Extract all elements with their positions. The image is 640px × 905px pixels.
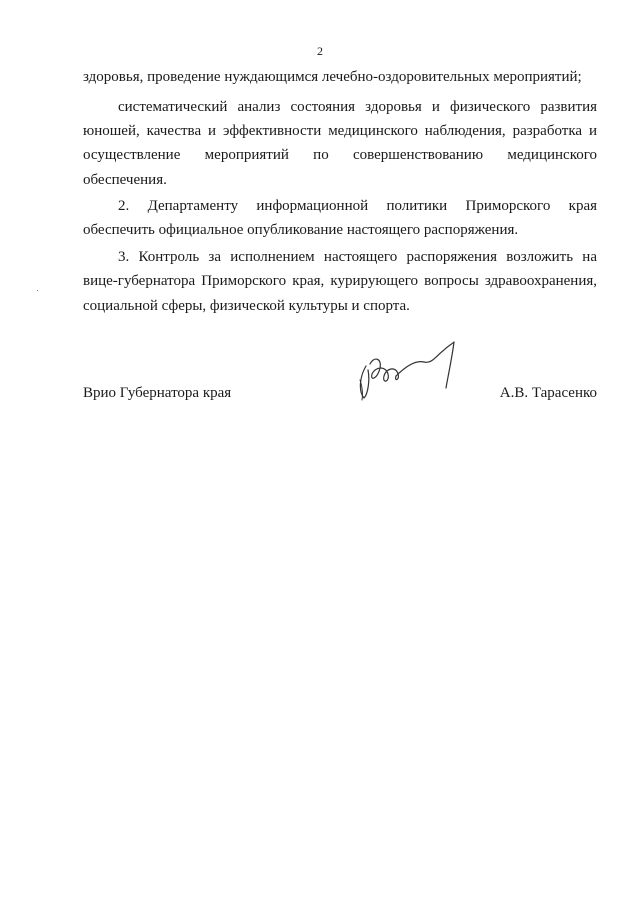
text-line: социальной сферы, физической культуры и спорта. xyxy=(83,298,410,314)
text-line: осуществление мероприятий по совершенствованию медицинского xyxy=(83,147,597,163)
page-number: 2 xyxy=(317,44,323,58)
handwritten-signature xyxy=(352,336,462,406)
text-line: 2. Департаменту информационной политики Приморского края xyxy=(118,198,597,214)
signatory-name: А.В. Тарасенко xyxy=(499,385,597,401)
text-line: здоровья, проведение нуждающимся лечебно-оздоровительных мероприятий; xyxy=(83,69,582,85)
text-line: 3. Контроль за исполнением настоящего распоряжения возложить на xyxy=(118,249,597,265)
text-line: систематический анализ состояния здоровья и физического развития xyxy=(118,99,597,115)
text-line: вице-губернатора Приморского края, курирующего вопросы здравоохранения, xyxy=(83,273,597,289)
text-line: обеспечения. xyxy=(83,172,167,188)
scan-artifact xyxy=(37,290,38,291)
signatory-position: Врио Губернатора края xyxy=(83,385,232,401)
text-line: обеспечить официальное опубликование настоящего распоряжения. xyxy=(83,222,519,238)
text-line: юношей, качества и эффективности медицинского наблюдения, разработка и xyxy=(83,123,597,139)
